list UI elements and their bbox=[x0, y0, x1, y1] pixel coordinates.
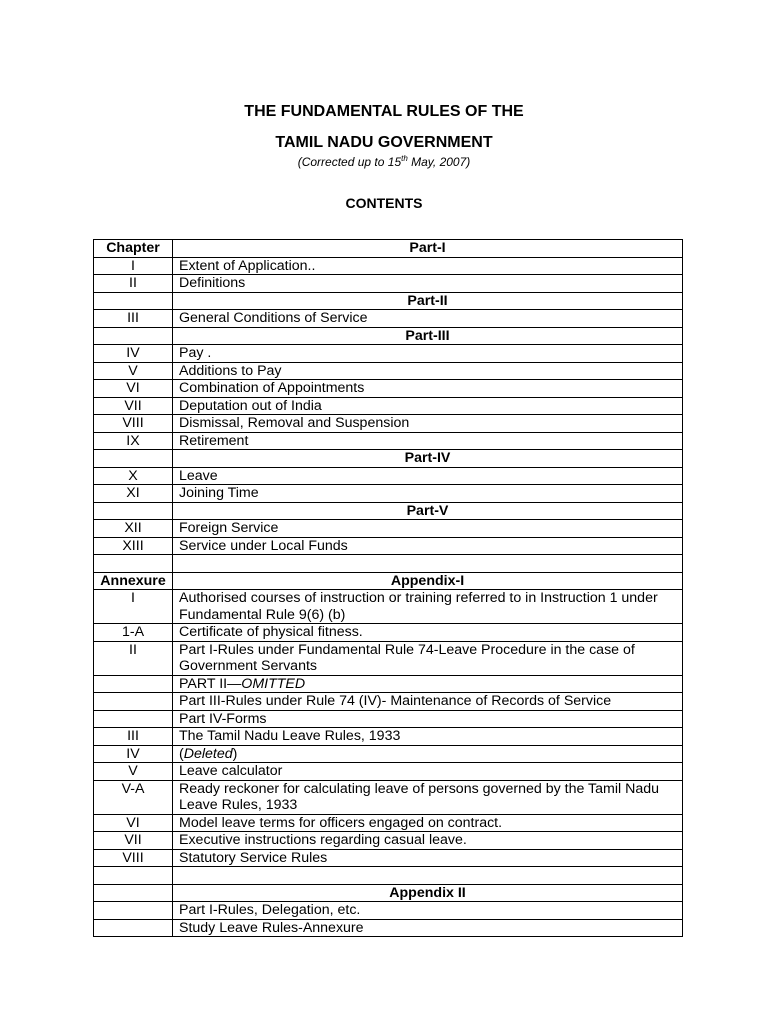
table-row bbox=[94, 832, 683, 850]
subtitle-prefix: Corrected up to 15 bbox=[301, 155, 402, 169]
contents-heading: CONTENTS bbox=[345, 195, 423, 211]
row-number-cell: XIII bbox=[94, 537, 173, 555]
row-number-cell bbox=[94, 502, 173, 520]
document-title-line-2: TAMIL NADU GOVERNMENT bbox=[275, 134, 493, 151]
table-row bbox=[94, 432, 683, 450]
row-title-cell bbox=[173, 675, 683, 693]
row-number-cell: VII bbox=[94, 832, 173, 850]
table-section-row bbox=[94, 884, 683, 902]
row-number-cell bbox=[94, 693, 173, 711]
row-title-cell: Combination of Appointments bbox=[173, 380, 683, 398]
row-number-cell: XII bbox=[94, 520, 173, 538]
row-number-cell: III bbox=[94, 728, 173, 746]
table-row bbox=[94, 537, 683, 555]
table-row bbox=[94, 415, 683, 433]
row-number-cell: Annexure bbox=[94, 572, 173, 590]
row-title-after: ) bbox=[232, 745, 238, 762]
row-title-cell bbox=[173, 555, 683, 573]
row-title-text: ( bbox=[179, 745, 184, 762]
document-title-line-1: THE FUNDAMENTAL RULES OF THE bbox=[244, 103, 524, 120]
row-number-cell: VIII bbox=[94, 849, 173, 867]
row-number-cell: VI bbox=[94, 380, 173, 398]
table-row bbox=[94, 728, 683, 746]
section-heading-cell: Part-II bbox=[173, 292, 683, 310]
row-number-cell: IV bbox=[94, 345, 173, 363]
row-title-cell: Deputation out of India bbox=[173, 397, 683, 415]
row-title-cell: Ready reckoner for calculating leave of persons governed by the Tamil Nadu Leave Rules, 1933 bbox=[173, 780, 683, 814]
row-title-cell: Definitions bbox=[173, 275, 683, 293]
table-row bbox=[94, 467, 683, 485]
row-number-cell: V bbox=[94, 362, 173, 380]
table-row bbox=[94, 902, 683, 920]
row-title-cell: Joining Time bbox=[173, 485, 683, 503]
table-row bbox=[94, 362, 683, 380]
section-heading-cell: Part-IV bbox=[173, 450, 683, 468]
table-row bbox=[94, 397, 683, 415]
row-title-cell: Part III-Rules under Rule 74 (IV)- Maintenance of Records of Service bbox=[173, 693, 683, 711]
row-title-cell: Extent of Application.. bbox=[173, 257, 683, 275]
row-number-cell: I bbox=[94, 257, 173, 275]
subtitle-superscript: th bbox=[401, 154, 408, 163]
row-title-cell: Leave bbox=[173, 467, 683, 485]
row-title-cell: Additions to Pay bbox=[173, 362, 683, 380]
row-title-cell: Certificate of physical fitness. bbox=[173, 624, 683, 642]
row-number-cell: II bbox=[94, 275, 173, 293]
row-title-cell bbox=[173, 867, 683, 885]
contents-table bbox=[93, 239, 683, 937]
table-row bbox=[94, 780, 683, 814]
table-section-row bbox=[94, 502, 683, 520]
table-section-row bbox=[94, 572, 683, 590]
row-title-italic: Deleted bbox=[183, 745, 233, 762]
section-heading-cell: Appendix II bbox=[173, 884, 683, 902]
table-section-row bbox=[94, 450, 683, 468]
row-title-cell bbox=[173, 745, 683, 763]
table-row bbox=[94, 257, 683, 275]
row-number-cell bbox=[94, 867, 173, 885]
row-title-cell: Executive instructions regarding casual leave. bbox=[173, 832, 683, 850]
row-title-cell: General Conditions of Service bbox=[173, 310, 683, 328]
table-row bbox=[94, 763, 683, 781]
table-row bbox=[94, 380, 683, 398]
row-number-cell: X bbox=[94, 467, 173, 485]
section-heading-cell: Part-V bbox=[173, 502, 683, 520]
row-title-cell: The Tamil Nadu Leave Rules, 1933 bbox=[173, 728, 683, 746]
row-number-cell: XI bbox=[94, 485, 173, 503]
row-title-cell: Part I-Rules, Delegation, etc. bbox=[173, 902, 683, 920]
section-heading-cell: Part-III bbox=[173, 327, 683, 345]
table-row bbox=[94, 710, 683, 728]
table-row bbox=[94, 485, 683, 503]
row-title-cell: Service under Local Funds bbox=[173, 537, 683, 555]
row-title-cell: Authorised courses of instruction or training referred to in Instruction 1 under Fundamental Rule 9(6) (b) bbox=[173, 590, 683, 624]
row-number-cell: 1-A bbox=[94, 624, 173, 642]
row-number-cell bbox=[94, 450, 173, 468]
table-row bbox=[94, 555, 683, 573]
row-number-cell: V bbox=[94, 763, 173, 781]
contents-table-body bbox=[94, 240, 683, 937]
table-row bbox=[94, 590, 683, 624]
table-row bbox=[94, 919, 683, 937]
row-title-cell: Retirement bbox=[173, 432, 683, 450]
table-row bbox=[94, 310, 683, 328]
table-row bbox=[94, 624, 683, 642]
table-row bbox=[94, 867, 683, 885]
row-number-cell: III bbox=[94, 310, 173, 328]
row-title-cell: Foreign Service bbox=[173, 520, 683, 538]
row-number-cell bbox=[94, 710, 173, 728]
table-section-row bbox=[94, 327, 683, 345]
row-number-cell bbox=[94, 327, 173, 345]
row-number-cell bbox=[94, 919, 173, 937]
table-section-row bbox=[94, 292, 683, 310]
table-row bbox=[94, 641, 683, 675]
subtitle-suffix: May, 2007 bbox=[407, 155, 467, 169]
row-title-cell: Study Leave Rules-Annexure bbox=[173, 919, 683, 937]
table-row bbox=[94, 814, 683, 832]
row-number-cell: Chapter bbox=[94, 240, 173, 258]
row-number-cell: II bbox=[94, 641, 173, 675]
row-title-cell: Part I-Rules under Fundamental Rule 74-Leave Procedure in the case of Government Servants bbox=[173, 641, 683, 675]
row-title-cell: Model leave terms for officers engaged on contract. bbox=[173, 814, 683, 832]
row-number-cell: V-A bbox=[94, 780, 173, 814]
row-number-cell bbox=[94, 292, 173, 310]
table-row bbox=[94, 520, 683, 538]
row-number-cell: IV bbox=[94, 745, 173, 763]
table-section-row bbox=[94, 240, 683, 258]
table-row bbox=[94, 345, 683, 363]
row-number-cell: IX bbox=[94, 432, 173, 450]
row-number-cell bbox=[94, 555, 173, 573]
table-row bbox=[94, 745, 683, 763]
row-number-cell: VIII bbox=[94, 415, 173, 433]
row-title-italic: OMITTED bbox=[241, 675, 306, 692]
row-title-cell: Statutory Service Rules bbox=[173, 849, 683, 867]
row-title-cell: Pay . bbox=[173, 345, 683, 363]
table-row bbox=[94, 275, 683, 293]
section-heading-cell: Appendix-I bbox=[173, 572, 683, 590]
table-row bbox=[94, 693, 683, 711]
row-title-text: PART II— bbox=[179, 675, 242, 692]
row-number-cell bbox=[94, 884, 173, 902]
row-title-cell: Leave calculator bbox=[173, 763, 683, 781]
row-number-cell: I bbox=[94, 590, 173, 624]
row-title-cell: Dismissal, Removal and Suspension bbox=[173, 415, 683, 433]
table-row bbox=[94, 675, 683, 693]
row-number-cell: VII bbox=[94, 397, 173, 415]
document-subtitle: (Corrected up to 15th May, 2007) bbox=[297, 154, 471, 169]
row-number-cell bbox=[94, 902, 173, 920]
row-number-cell: VI bbox=[94, 814, 173, 832]
section-heading-cell: Part-I bbox=[173, 240, 683, 258]
row-title-cell: Part IV-Forms bbox=[173, 710, 683, 728]
table-row bbox=[94, 849, 683, 867]
row-number-cell bbox=[94, 675, 173, 693]
